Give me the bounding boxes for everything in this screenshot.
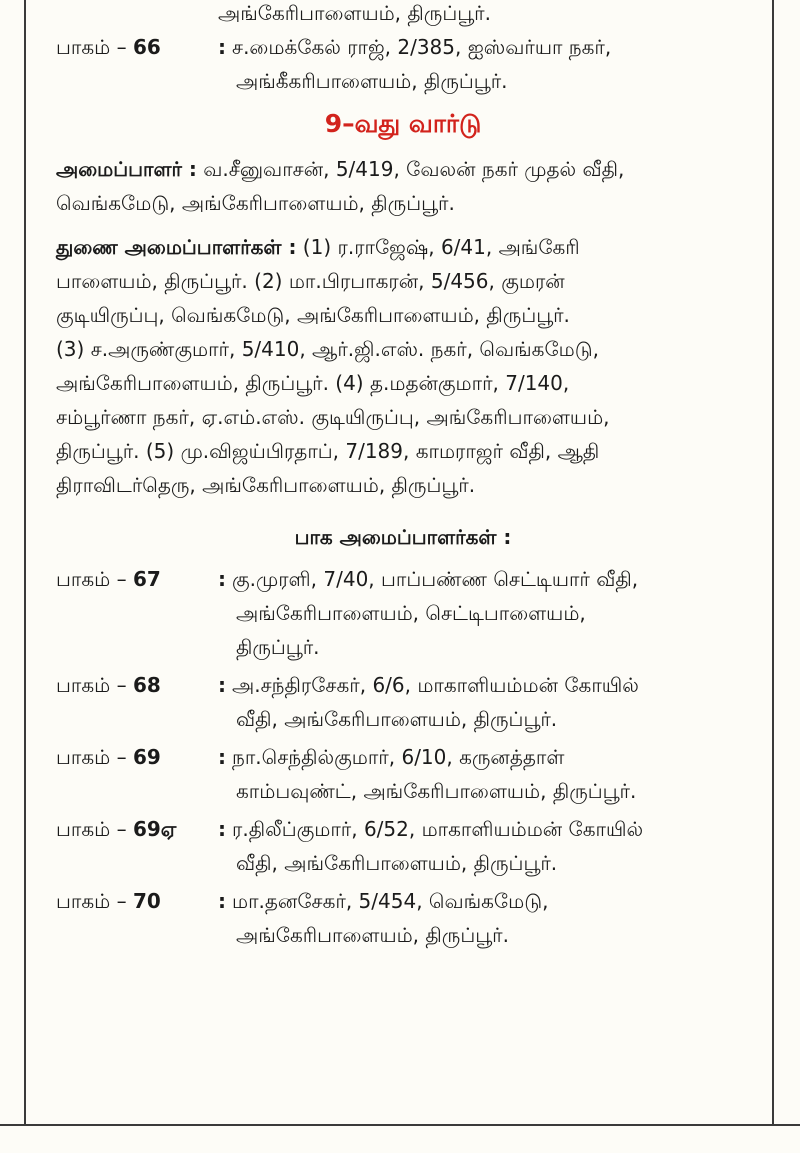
entry-text: திருப்பூர். — [236, 635, 320, 659]
entry-text: காம்பவுண்ட், அங்கேரிபாளையம், திருப்பூர். — [236, 779, 637, 803]
entry-text: அங்கேரிபாளையம், செட்டிபாளையம், — [236, 601, 586, 625]
entry-66 — [56, 30, 750, 98]
organizer-paragraph — [56, 152, 750, 220]
organizer-lead: அமைப்பாளர் : — [56, 157, 197, 181]
entry-text: வீதி, அங்கேரிபாளையம், திருப்பூர். — [236, 851, 558, 875]
deputies-text: திருப்பூர். (5) மு.விஜய்பிரதாப், 7/189, காமராஜர் வீதி, ஆதி — [56, 439, 600, 463]
entry-colon: : — [218, 817, 226, 841]
entry-68 — [56, 668, 750, 736]
entry-label: பாகம் – 68 — [56, 673, 161, 697]
section-title: பாக அமைப்பாளர்கள் : — [294, 525, 512, 549]
prev-entry-line: அங்கேரிபாளையம், திருப்பூர். — [218, 1, 491, 25]
entry-text: கு.முரளி, 7/40, பாப்பண்ண செட்டியார் வீதி, — [232, 567, 639, 591]
entry-text: வீதி, அங்கேரிபாளையம், திருப்பூர். — [236, 707, 558, 731]
entry-69 — [56, 740, 750, 808]
entry-label: பாகம் – 66 — [56, 35, 161, 59]
ward-title: 9–வது வார்டு — [324, 109, 482, 138]
entry-colon: : — [218, 673, 226, 697]
right-border-rule — [772, 0, 774, 1124]
entry-text: ச.மைக்கேல் ராஜ், 2/385, ஐஸ்வர்யா நகர், — [232, 35, 612, 59]
entry-colon: : — [218, 889, 226, 913]
deputies-text: அங்கேரிபாளையம், திருப்பூர். (4) த.மதன்குமார், 7/140, — [56, 371, 570, 395]
left-border-rule — [24, 0, 26, 1124]
entry-colon: : — [218, 35, 226, 59]
deputies-text: (1) ர.ராஜேஷ், 6/41, அங்கேரி — [296, 235, 580, 259]
entry-text: ர.திலீப்குமார், 6/52, மாகாளியம்மன் கோயில் — [232, 817, 644, 841]
entry-text: அங்கீகரிபாளையம், திருப்பூர். — [236, 69, 508, 93]
entry-text: அங்கேரிபாளையம், திருப்பூர். — [236, 923, 509, 947]
bottom-border-rule — [0, 1124, 800, 1126]
prev-entry-continuation — [56, 0, 750, 30]
entry-label: பாகம் – 69ஏ — [56, 817, 177, 841]
organizer-text: வெங்கமேடு, அங்கேரிபாளையம், திருப்பூர். — [56, 191, 455, 215]
article-content — [56, 0, 750, 952]
deputies-text: குடியிருப்பு, வெங்கமேடு, அங்கேரிபாளையம், திருப்பூர். — [56, 303, 570, 327]
entry-label: பாகம் – 67 — [56, 567, 161, 591]
deputies-text: பாளையம், திருப்பூர். (2) மா.பிரபாகரன், 5/456, குமரன் — [56, 269, 565, 293]
deputies-lead: துணை அமைப்பாளர்கள் : — [56, 235, 297, 259]
deputies-text: சம்பூர்ணா நகர், ஏ.எம்.எஸ். குடியிருப்பு, அங்கேரிபாளையம், — [56, 405, 610, 429]
entry-70 — [56, 884, 750, 952]
entry-text: அ.சந்திரசேகர், 6/6, மாகாளியம்மன் கோயில் — [232, 673, 639, 697]
entry-colon: : — [218, 745, 226, 769]
entry-69a — [56, 812, 750, 880]
deputies-paragraph — [56, 230, 750, 502]
deputies-text: (3) ச.அருண்குமார், 5/410, ஆர்.ஜி.எஸ். நகர், வெங்கமேடு, — [56, 337, 599, 361]
entry-text: மா.தனசேகர், 5/454, வெங்கமேடு, — [232, 889, 549, 913]
entry-text: நா.செந்தில்குமார், 6/10, கருனத்தாள் — [232, 745, 565, 769]
entry-label: பாகம் – 69 — [56, 745, 161, 769]
entry-colon: : — [218, 567, 226, 591]
deputies-text: திராவிடர்தெரு, அங்கேரிபாளையம், திருப்பூர். — [56, 473, 476, 497]
organizer-text: வ.சீனுவாசன், 5/419, வேலன் நகர் முதல் வீதி, — [196, 157, 625, 181]
entry-label: பாகம் – 70 — [56, 889, 161, 913]
entry-67 — [56, 562, 750, 664]
